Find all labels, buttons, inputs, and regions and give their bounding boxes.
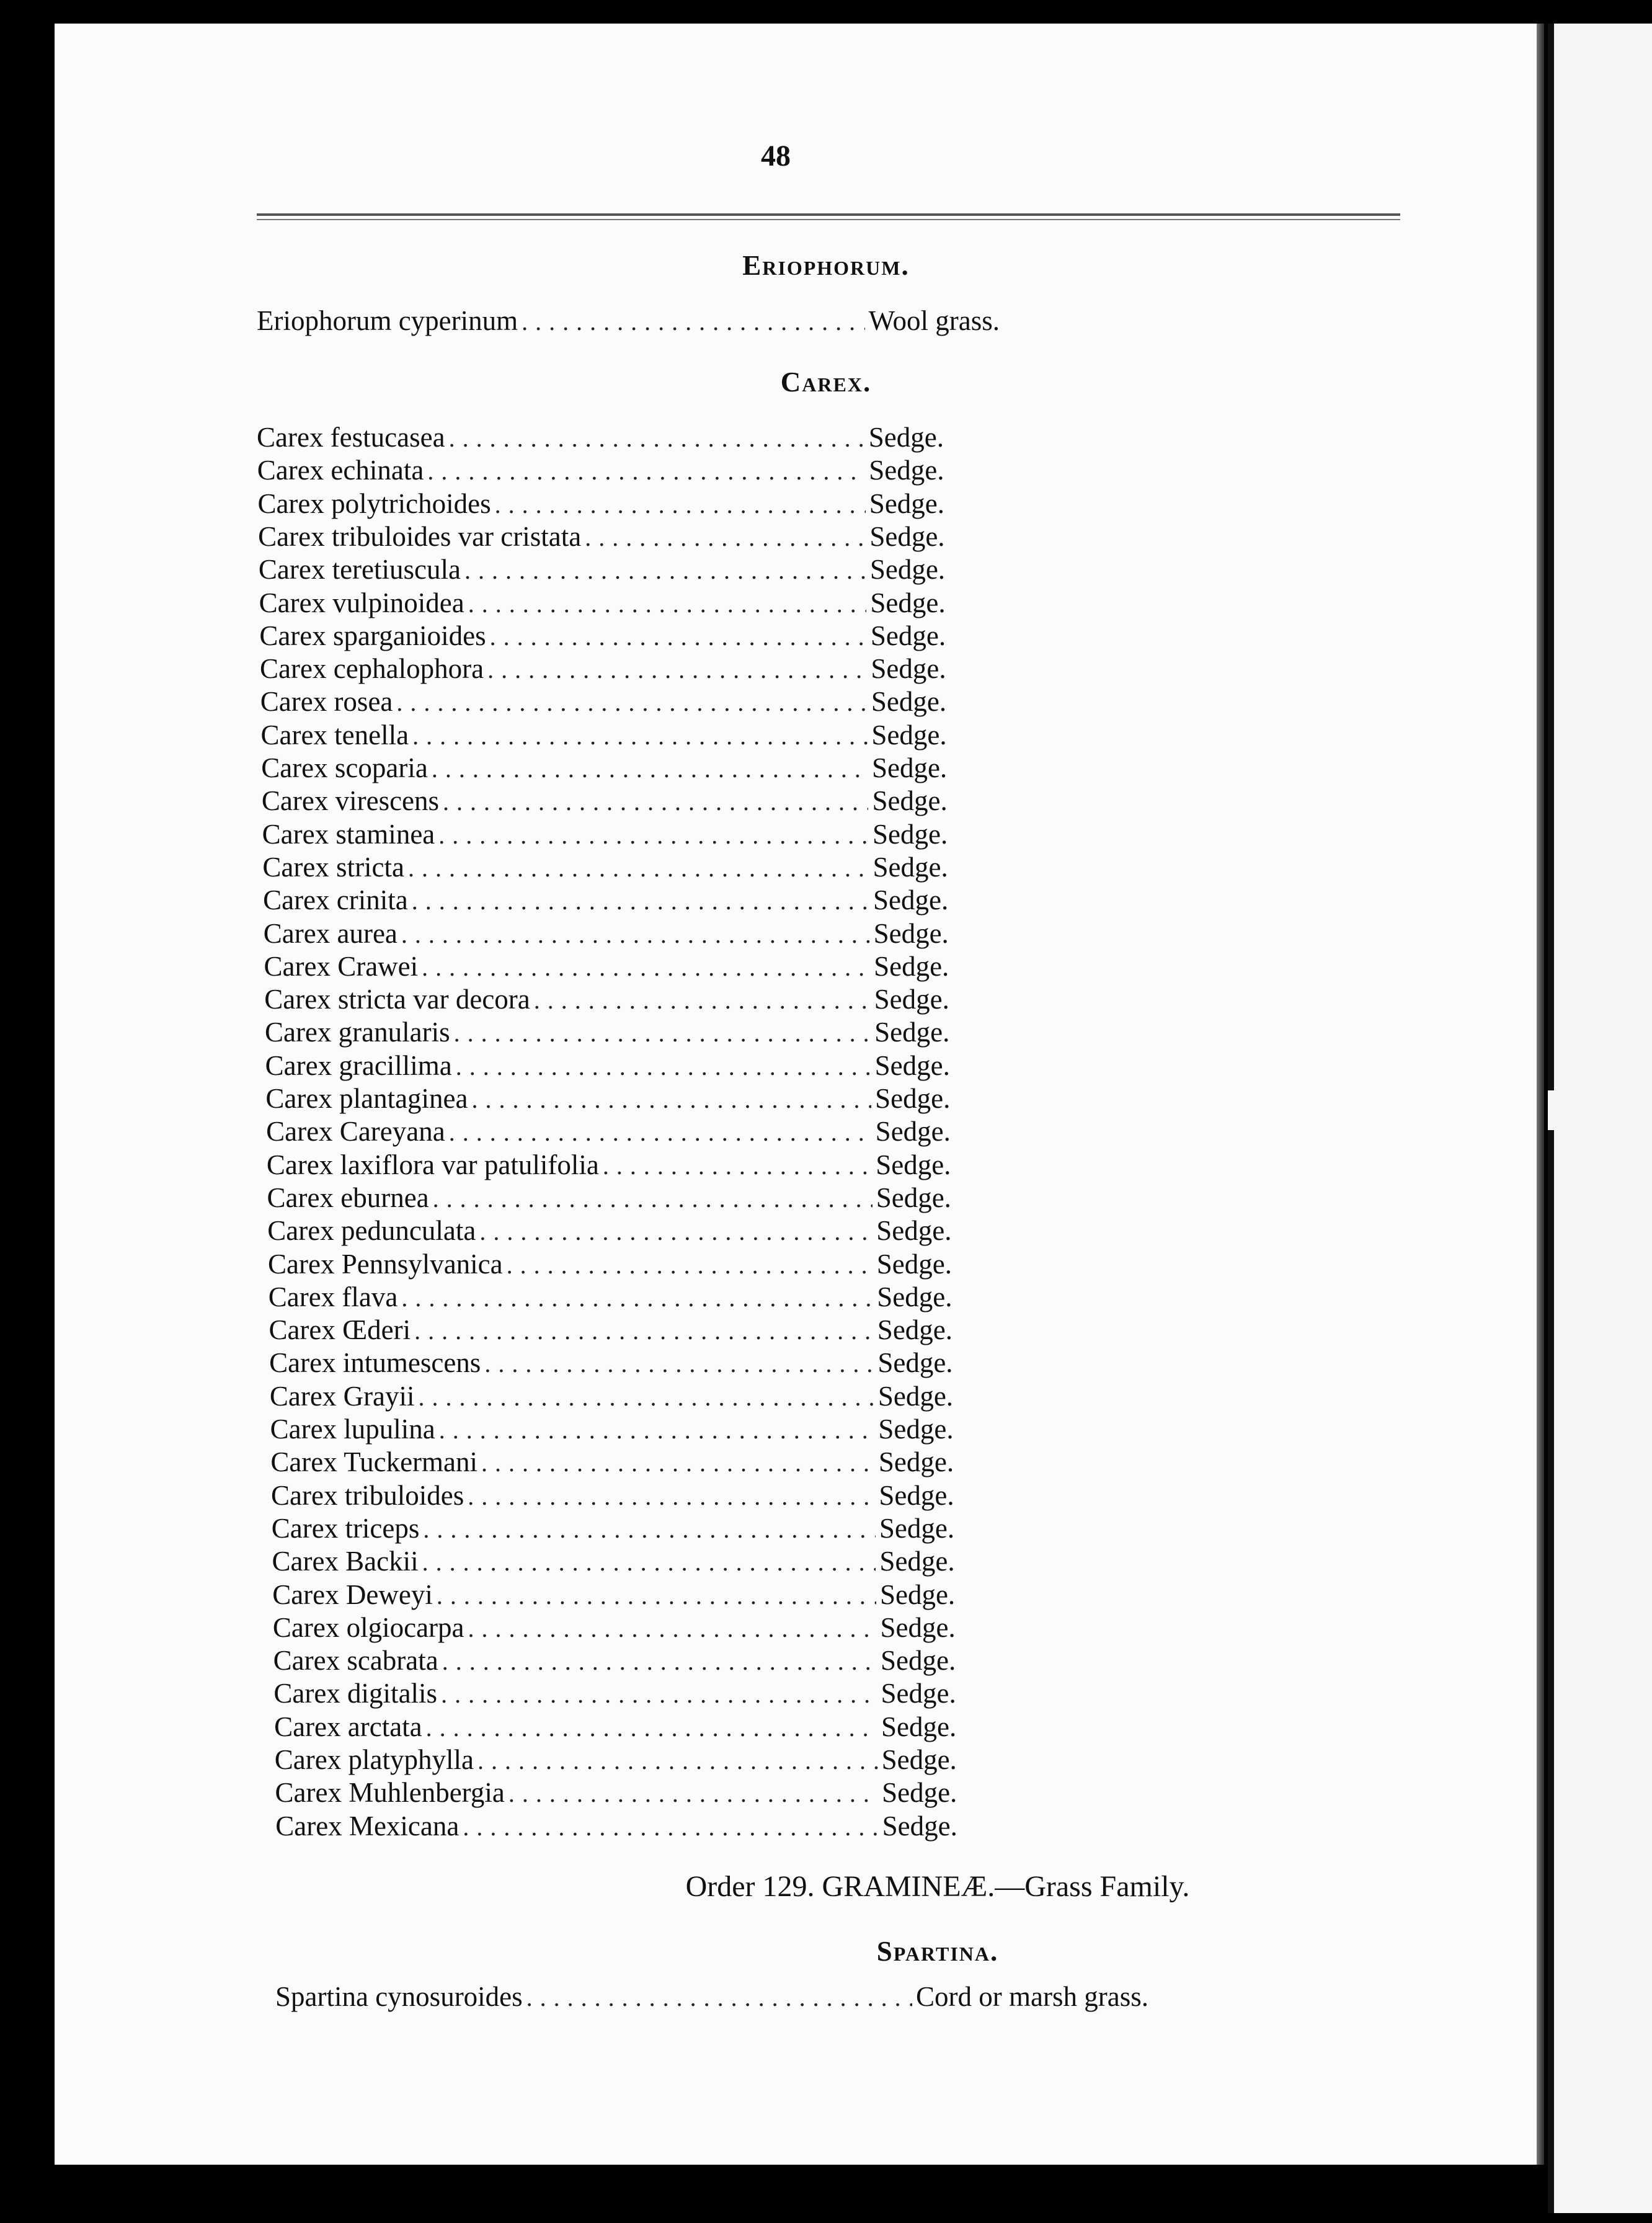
dot-leader [439, 1414, 875, 1447]
common-name: Sedge. [874, 1049, 950, 1081]
common-name: Sedge. [877, 1314, 953, 1346]
scientific-name: Carex Careyana [266, 1116, 445, 1147]
scientific-name: Carex Tuckermani [270, 1446, 478, 1478]
scientific-name: Carex Backii [272, 1546, 419, 1577]
common-name: Sedge. [870, 620, 946, 651]
species-entry [275, 1980, 1148, 2013]
dot-leader [449, 422, 865, 455]
common-name: Sedge. [873, 917, 949, 949]
dot-leader [585, 521, 866, 555]
dot-leader [412, 719, 868, 753]
common-name: Cord or marsh grass. [916, 1981, 1148, 2012]
scientific-name: Carex crinita [263, 884, 408, 916]
common-name: Sedge. [875, 1083, 951, 1114]
dot-leader [437, 1579, 876, 1613]
common-name: Sedge. [872, 785, 948, 817]
dot-leader [427, 455, 865, 488]
scientific-name: Carex polytrichoides [257, 488, 491, 519]
scientific-name: Carex tribuloides var cristata [258, 520, 582, 552]
common-name: Sedge. [881, 1744, 957, 1775]
species-entry [265, 1049, 950, 1082]
species-entry [268, 1247, 952, 1281]
species-entry [269, 1280, 953, 1314]
scientific-name: Carex eburnea [267, 1182, 429, 1213]
dot-leader [481, 1446, 875, 1480]
dot-leader [468, 1612, 877, 1646]
scientific-name: Carex platyphylla [274, 1744, 474, 1775]
species-entry [273, 1644, 956, 1677]
page-number: 48 [761, 140, 791, 172]
scientific-name: Carex granularis [264, 1017, 450, 1048]
scientific-name: Carex virescens [261, 785, 440, 817]
dot-leader [432, 752, 868, 786]
dot-leader [396, 686, 868, 719]
species-entry [262, 784, 948, 817]
common-name: Sedge. [872, 818, 948, 850]
common-name: Sedge. [877, 1281, 953, 1312]
species-entry [264, 917, 949, 950]
common-name: Sedge. [878, 1446, 954, 1478]
common-name: Sedge. [874, 1017, 950, 1048]
section-heading-spartina: Spartina. [876, 1936, 999, 1967]
section-heading-eriophorum: Eriophorum. [742, 250, 910, 281]
species-entry [266, 1115, 951, 1148]
scientific-name: Carex scabrata [273, 1645, 438, 1677]
dot-leader [401, 918, 870, 951]
common-name: Sedge. [873, 851, 948, 883]
scientific-name: Carex teretiuscula [258, 554, 461, 586]
dot-leader [419, 1381, 874, 1414]
dot-leader [414, 1314, 874, 1348]
common-name: Sedge. [873, 884, 949, 916]
dot-leader [454, 1017, 871, 1050]
scientific-name: Carex digitalis [273, 1678, 438, 1709]
header-rule [257, 213, 1400, 220]
species-entry [271, 1479, 954, 1512]
dot-leader [508, 1777, 878, 1811]
dot-leader [408, 852, 869, 885]
scientific-name: Carex plantaginea [265, 1083, 468, 1114]
scientific-name: Carex stricta [262, 851, 405, 883]
dot-leader [442, 1645, 877, 1678]
dot-leader [422, 1546, 876, 1579]
scientific-name: Spartina cynosuroides [275, 1981, 523, 2012]
common-name: Sedge. [882, 1810, 957, 1842]
dot-leader [534, 984, 871, 1017]
species-entry [270, 1445, 954, 1479]
common-name: Sedge. [869, 554, 946, 586]
dot-leader [443, 785, 868, 819]
species-entry [265, 1082, 950, 1115]
common-name: Sedge. [874, 984, 949, 1015]
dot-leader [484, 1347, 874, 1381]
dot-leader [507, 1249, 873, 1282]
scientific-name: Carex tenella [260, 719, 409, 751]
common-name: Sedge. [874, 950, 949, 982]
scientific-name: Carex flava [268, 1281, 398, 1312]
scientific-name: Carex Muhlenbergia [275, 1777, 505, 1809]
dot-leader [426, 1711, 877, 1745]
dot-leader [487, 653, 867, 687]
scientific-name: Carex scoparia [261, 752, 428, 783]
species-entry [267, 1181, 951, 1214]
species-entry [260, 685, 946, 718]
species-entry [261, 751, 947, 785]
scientific-name: Carex festucasea [257, 422, 445, 453]
common-name: Sedge. [881, 1678, 956, 1709]
scientific-name: Carex Œderi [269, 1314, 411, 1346]
common-name: Sedge. [871, 686, 947, 718]
scientific-name: Carex aurea [263, 917, 397, 949]
species-entry [257, 421, 944, 454]
scientific-name: Carex Grayii [269, 1380, 415, 1412]
species-entry [259, 586, 946, 620]
dot-leader [522, 305, 864, 339]
dot-leader [463, 1811, 878, 1844]
scientific-name: Carex staminea [262, 818, 435, 850]
species-entry [267, 1214, 951, 1247]
scientific-name: Carex rosea [260, 686, 393, 718]
scientific-name: Carex gracillima [265, 1049, 452, 1081]
species-entry [257, 453, 944, 487]
common-name: Sedge. [882, 1777, 957, 1809]
order-heading: Order 129. GRAMINEÆ.—Grass Family. [685, 1870, 1190, 1903]
common-name: Sedge. [869, 488, 945, 519]
common-name: Sedge. [876, 1182, 951, 1213]
facing-page-notch [1548, 1090, 1558, 1130]
scientific-name: Carex Deweyi [272, 1579, 433, 1610]
scientific-name: Carex laxiflora var patulifolia [266, 1149, 599, 1180]
species-entry [270, 1412, 954, 1446]
species-entry [260, 718, 946, 752]
dot-leader [603, 1149, 872, 1183]
species-entry [269, 1346, 953, 1379]
common-name: Sedge. [871, 752, 948, 783]
scientific-name: Carex Pennsylvanica [268, 1248, 503, 1280]
dot-leader [441, 1678, 877, 1711]
common-name: Sedge. [875, 1116, 951, 1147]
common-name: Sedge. [881, 1711, 957, 1742]
dot-leader [438, 819, 869, 852]
scientific-name: Carex arctata [274, 1711, 422, 1742]
dot-leader [468, 587, 867, 621]
species-entry [262, 850, 948, 884]
species-entry [264, 950, 949, 983]
species-entry [269, 1313, 953, 1347]
scan-border-top [0, 0, 1652, 21]
common-name: Sedge. [877, 1347, 953, 1379]
species-entry [257, 304, 1000, 337]
dot-leader [401, 1281, 873, 1315]
species-entry [273, 1677, 956, 1710]
dot-leader [433, 1182, 873, 1216]
dot-leader [472, 1083, 872, 1116]
species-entry [259, 553, 945, 586]
species-entry [259, 619, 946, 653]
species-entry [274, 1710, 956, 1744]
common-name: Sedge. [878, 1414, 954, 1445]
scientific-name: Carex cephalophora [260, 653, 484, 685]
common-name: Sedge. [871, 719, 947, 751]
scientific-name: Carex olgiocarpa [272, 1611, 464, 1643]
scientific-name: Carex intumescens [269, 1347, 481, 1379]
dot-leader [490, 620, 867, 654]
species-entry [267, 1148, 951, 1182]
scientific-name: Carex echinata [257, 455, 424, 486]
common-name: Sedge. [871, 653, 946, 685]
scientific-name: Carex pedunculata [267, 1215, 476, 1247]
dot-leader [468, 1480, 875, 1513]
scientific-name: Carex sparganioides [259, 620, 486, 651]
common-name: Sedge. [876, 1215, 952, 1247]
species-entry [275, 1743, 957, 1776]
species-entry [275, 1776, 957, 1809]
dot-leader [449, 1116, 872, 1149]
dot-leader [464, 554, 866, 587]
page-edge-shadow [1537, 24, 1544, 2165]
common-name: Sedge. [870, 587, 946, 618]
section-heading-carex: Carex. [780, 367, 872, 398]
scientific-name: Carex stricta var decora [264, 984, 530, 1015]
scientific-name: Carex lupulina [270, 1414, 435, 1445]
dot-leader [526, 1981, 912, 2015]
dot-leader [422, 951, 870, 984]
scientific-name: Carex triceps [271, 1512, 420, 1544]
scientific-name: Carex tribuloides [271, 1479, 464, 1511]
scan-border-bottom [0, 2165, 1548, 2223]
species-entry [270, 1379, 953, 1413]
species-entry [263, 883, 948, 917]
dot-leader [477, 1744, 878, 1778]
common-name: Sedge. [879, 1579, 956, 1610]
species-entry [272, 1544, 954, 1578]
species-entry [272, 1578, 955, 1611]
common-name: Sedge. [868, 422, 944, 453]
dot-leader [412, 884, 869, 918]
common-name: Sedge. [879, 1512, 955, 1544]
common-name: Sedge. [879, 1479, 954, 1511]
scientific-name: Eriophorum cyperinum [257, 305, 518, 336]
dot-leader [423, 1513, 876, 1546]
species-entry [275, 1809, 957, 1843]
common-name: Sedge. [879, 1546, 955, 1577]
scientific-name: Carex Crawei [264, 950, 419, 982]
common-name: Sedge. [869, 520, 945, 552]
common-name: Wool grass. [868, 305, 1000, 336]
common-name: Sedge. [876, 1149, 951, 1180]
common-name: Sedge. [880, 1611, 956, 1643]
species-entry [258, 520, 944, 553]
scientific-name: Carex vulpinoidea [259, 587, 464, 618]
species-entry [260, 652, 946, 685]
dot-leader [456, 1050, 871, 1084]
scientific-name: Carex Mexicana [275, 1810, 460, 1842]
species-entry [262, 817, 948, 851]
common-name: Sedge. [869, 455, 944, 486]
common-name: Sedge. [880, 1645, 956, 1677]
common-name: Sedge. [876, 1248, 952, 1280]
species-entry [257, 487, 944, 520]
common-name: Sedge. [877, 1380, 954, 1412]
species-entry [273, 1611, 956, 1644]
dot-leader [479, 1215, 873, 1249]
species-entry [264, 982, 949, 1016]
species-entry [272, 1512, 954, 1545]
species-entry [265, 1015, 949, 1049]
dot-leader [495, 488, 866, 522]
